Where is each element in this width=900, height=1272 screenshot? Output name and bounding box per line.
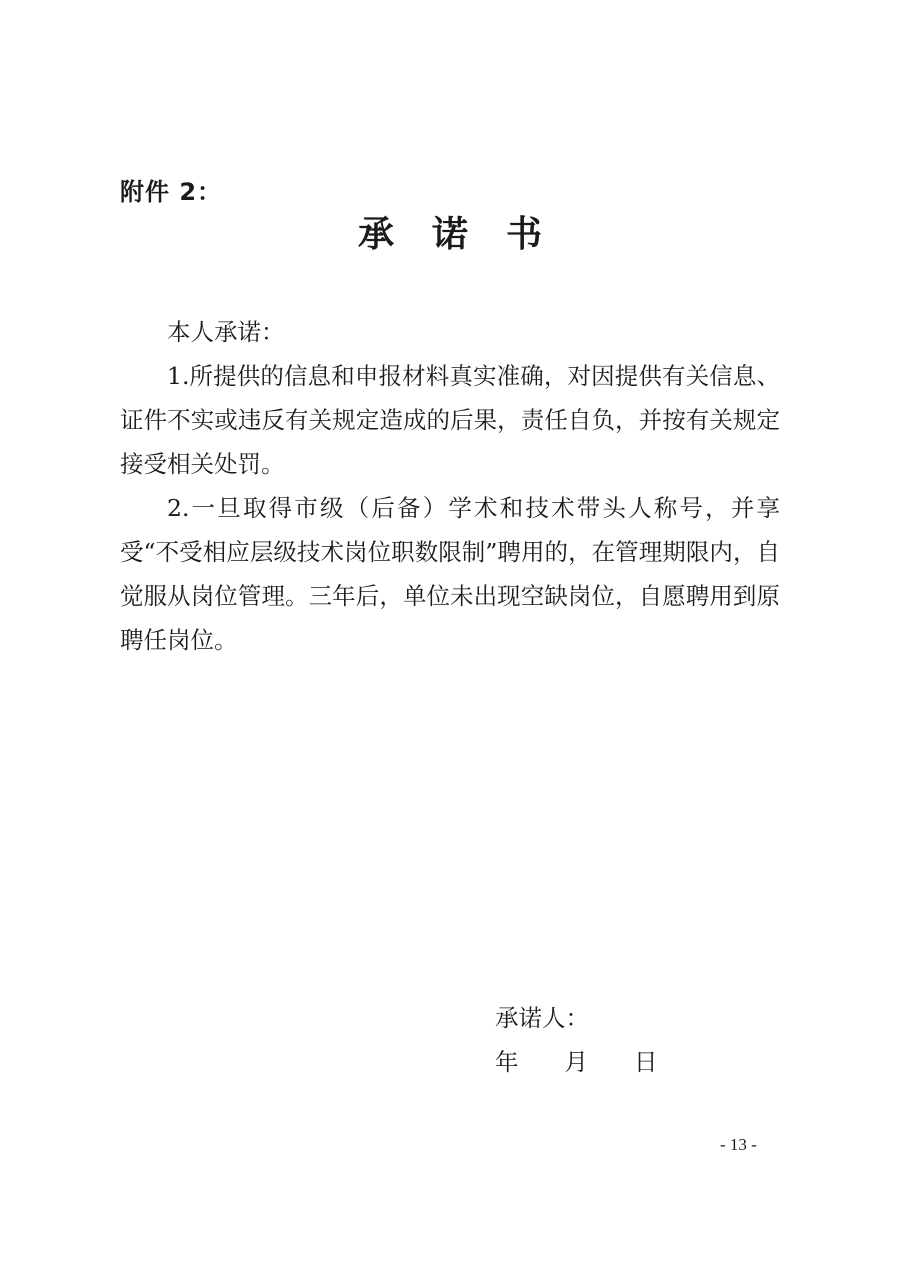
attachment-label: 附件 2： [120,178,223,206]
page-number: - 13 - [720,1135,757,1154]
signature-label: 承诺人： [495,1004,589,1032]
document-title: 承诺书 [357,213,580,255]
pledge-item-2: 2.一旦取得市级（后备）学术和技术带头人称号，并享受“不受相应层级技术岗位职数限制”聘用的，在管理期限内，自觉服从岗位管理。三年后，单位未出现空缺岗位，自愿聘用到原聘任岗位。 [120,494,780,654]
date-year: 年 [495,1048,519,1076]
pledge-item-1: 1.所提供的信息和申报材料真实准确，对因提供有关信息、证件不实或违反有关规定造成的后果，责任自负，并按有关规定接受相关处罚。 [120,362,780,478]
date-month: 月 [564,1048,588,1076]
date-line [495,1040,658,1084]
pledge-body [120,310,780,662]
date-day: 日 [634,1048,658,1076]
pledge-intro: 本人承诺： [167,318,285,346]
